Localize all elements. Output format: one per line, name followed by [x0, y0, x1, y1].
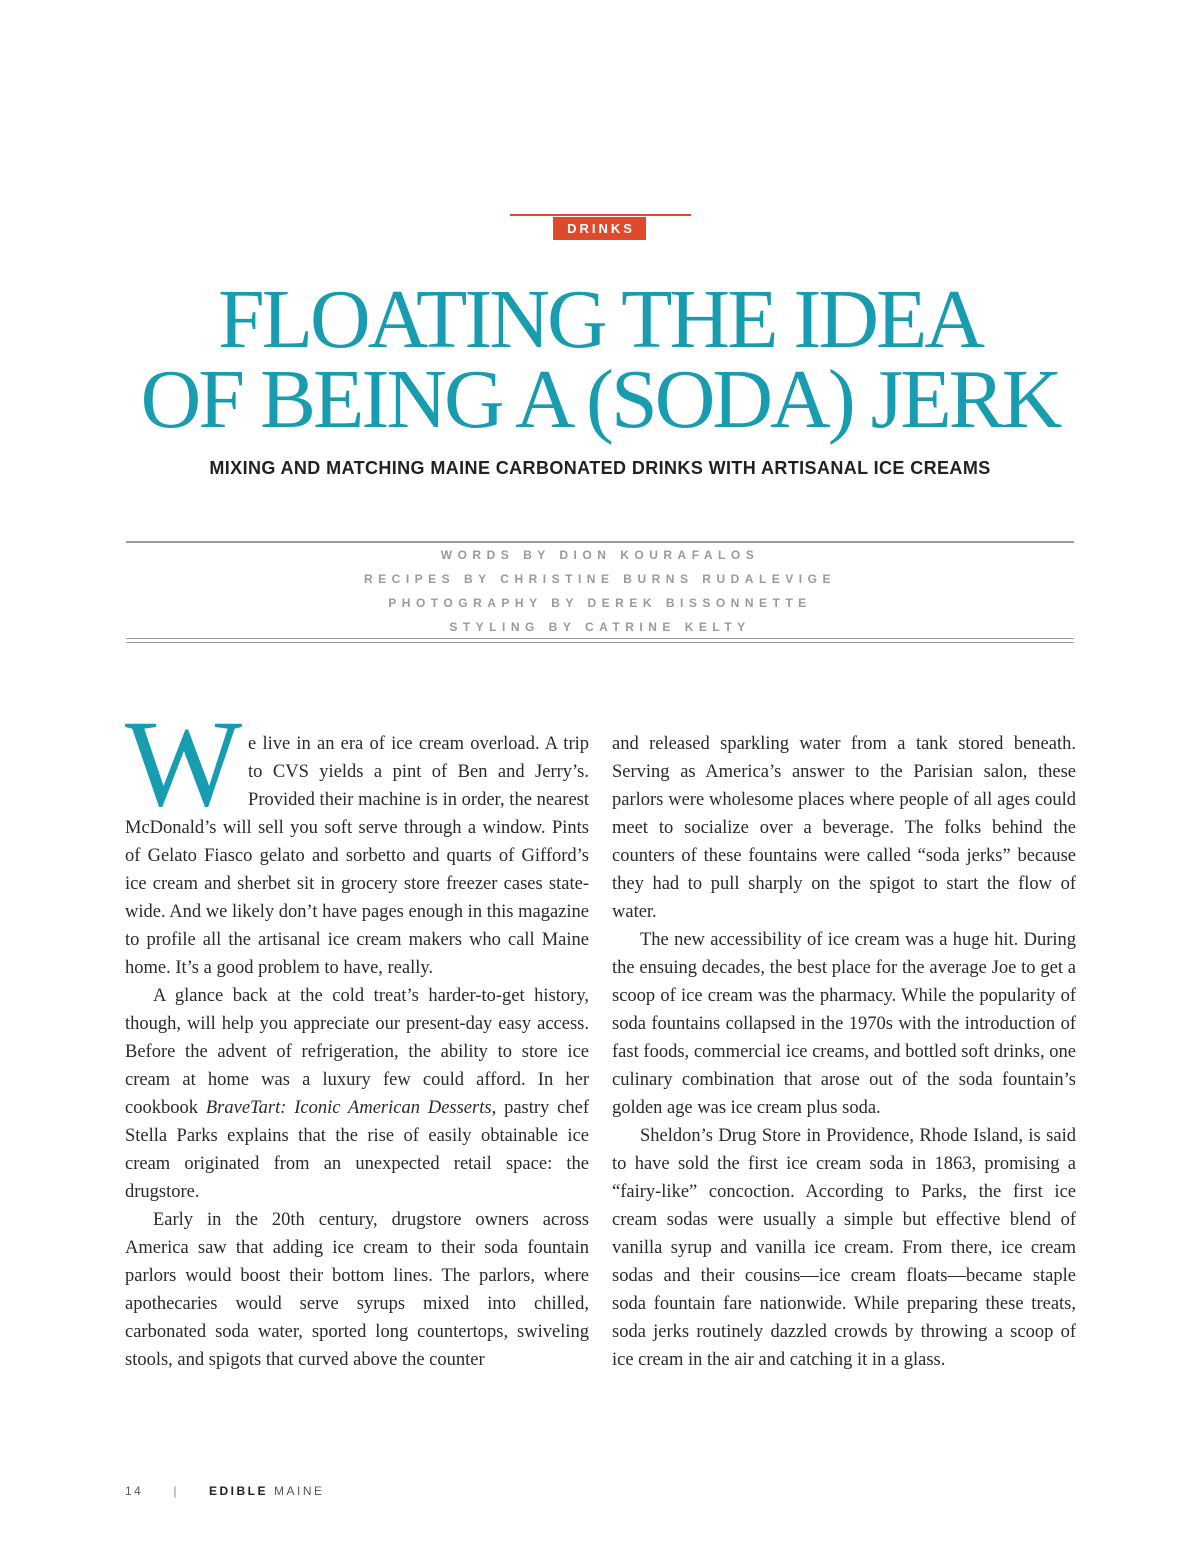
credits-bottom-rule: [126, 638, 1074, 643]
drop-cap: W: [125, 695, 243, 832]
body-paragraph: Early in the 20th century, drugstore owners across America saw that adding ice cream to their soda fountain parlors would boost their bottom lines. The parlors, where apothecaries would serve syrups mixed into chilled, carbonated soda water, sported long countertops, swiveling stools, and spigots that curved above the counter: [125, 1210, 589, 1370]
kicker-rule: [510, 214, 691, 216]
paragraph-text: A glance back at the cold treat’s harder-to-get history, though, will help you appreciate our present-day easy access. Before the advent of refrigeration, the ability to store ice cream at home was a luxury few could afford. In her cookbook: [125, 986, 589, 1118]
headline: [60, 273, 1140, 446]
body-paragraph: [125, 982, 589, 1206]
book-title: BraveTart: Iconic American Desserts: [205, 1098, 492, 1118]
footer-separator: |: [173, 1484, 179, 1498]
body-paragraph: Sheldon’s Drug Store in Providence, Rhode Island, is said to have sold the first ice cream soda in 1863, promising a “fairy-like” concoction. According to Parks, the first ice cream sodas were usually a simple but effective blend of vanilla syrup and vanilla ice cream. From there, ice cream sodas and their cousins—ice cream floats—became staple soda fountain fare nationwide. While preparing these treats, soda jerks routinely dazzled crowds by throwing a scoop of ice cream in the air and catching it in a glass.: [612, 1126, 1076, 1370]
page-number: 14: [125, 1484, 144, 1498]
body-paragraph: and released sparkling water from a tank stored beneath. Serving as America’s answer to the Parisian salon, these parlors were wholesome places where people of all ages could meet to socialize over a beverage. The folks behind the counters of these fountains were called “soda jerks” because they had to pull sharply on the spigot to start the flow of water.: [612, 734, 1076, 922]
dek-subtitle: MIXING AND MATCHING MAINE CARBONATED DRINKS WITH ARTISANAL ICE CREAMS: [209, 458, 991, 478]
body-paragraph: The new accessibility of ice cream was a huge hit. During the ensuing decades, the best place for the average Joe to get a scoop of ice cream was the pharmacy. While the popularity of soda fountains collapsed in the 1970s with the introduction of fast foods, commercial ice creams, and bottled soft drinks, one culinary combination that arose out of the soda fountain’s golden age was ice cream plus soda.: [612, 930, 1076, 1118]
credit-words: WORDS BY DION KOURAFALOS: [440, 548, 760, 562]
body-paragraph: [125, 695, 589, 982]
credit-recipes: RECIPES BY CHRISTINE BURNS RUDALEVIGE: [364, 572, 836, 586]
headline-line-1: FLOATING THE IDEA: [217, 273, 983, 366]
page-footer: [125, 1484, 325, 1498]
credit-photography: PHOTOGRAPHY BY DEREK BISSONNETTE: [388, 596, 812, 610]
magazine-name-light: MAINE: [274, 1484, 325, 1498]
paragraph-text: , pastry chef Stella Parks explains that the rise of easily obtainable ice cream originated from an unexpected retail space: the drugstore.: [125, 1098, 590, 1202]
body-column-left: [125, 695, 590, 1374]
body-column-right: [612, 730, 1076, 1374]
magazine-name-bold: EDIBLE: [208, 1484, 268, 1498]
credits-block: [126, 547, 1074, 643]
headline-line-2: OF BEING A (SODA) JERK: [140, 353, 1060, 446]
credit-styling: STYLING BY CATRINE KELTY: [449, 620, 751, 634]
section-kicker: DRINKS: [553, 217, 646, 240]
credits-top-rule: [126, 541, 1074, 543]
paragraph-text: e live in an era of ice cream overload. A trip to CVS yields a pint of Ben and Jerry’s. Provided their machine is in order, the nearest McDonald’s will sell you soft serve through a window. Pints of Gelato Fiasco gelato and sorbetto and quarts of Gifford’s ice cream and sherbet sit in grocery store freezer cases state-wide. And we likely don’t have pages enough in this magazine to profile all the artisanal ice cream makers who call Maine home. It’s a good problem to have, really.: [125, 734, 589, 978]
